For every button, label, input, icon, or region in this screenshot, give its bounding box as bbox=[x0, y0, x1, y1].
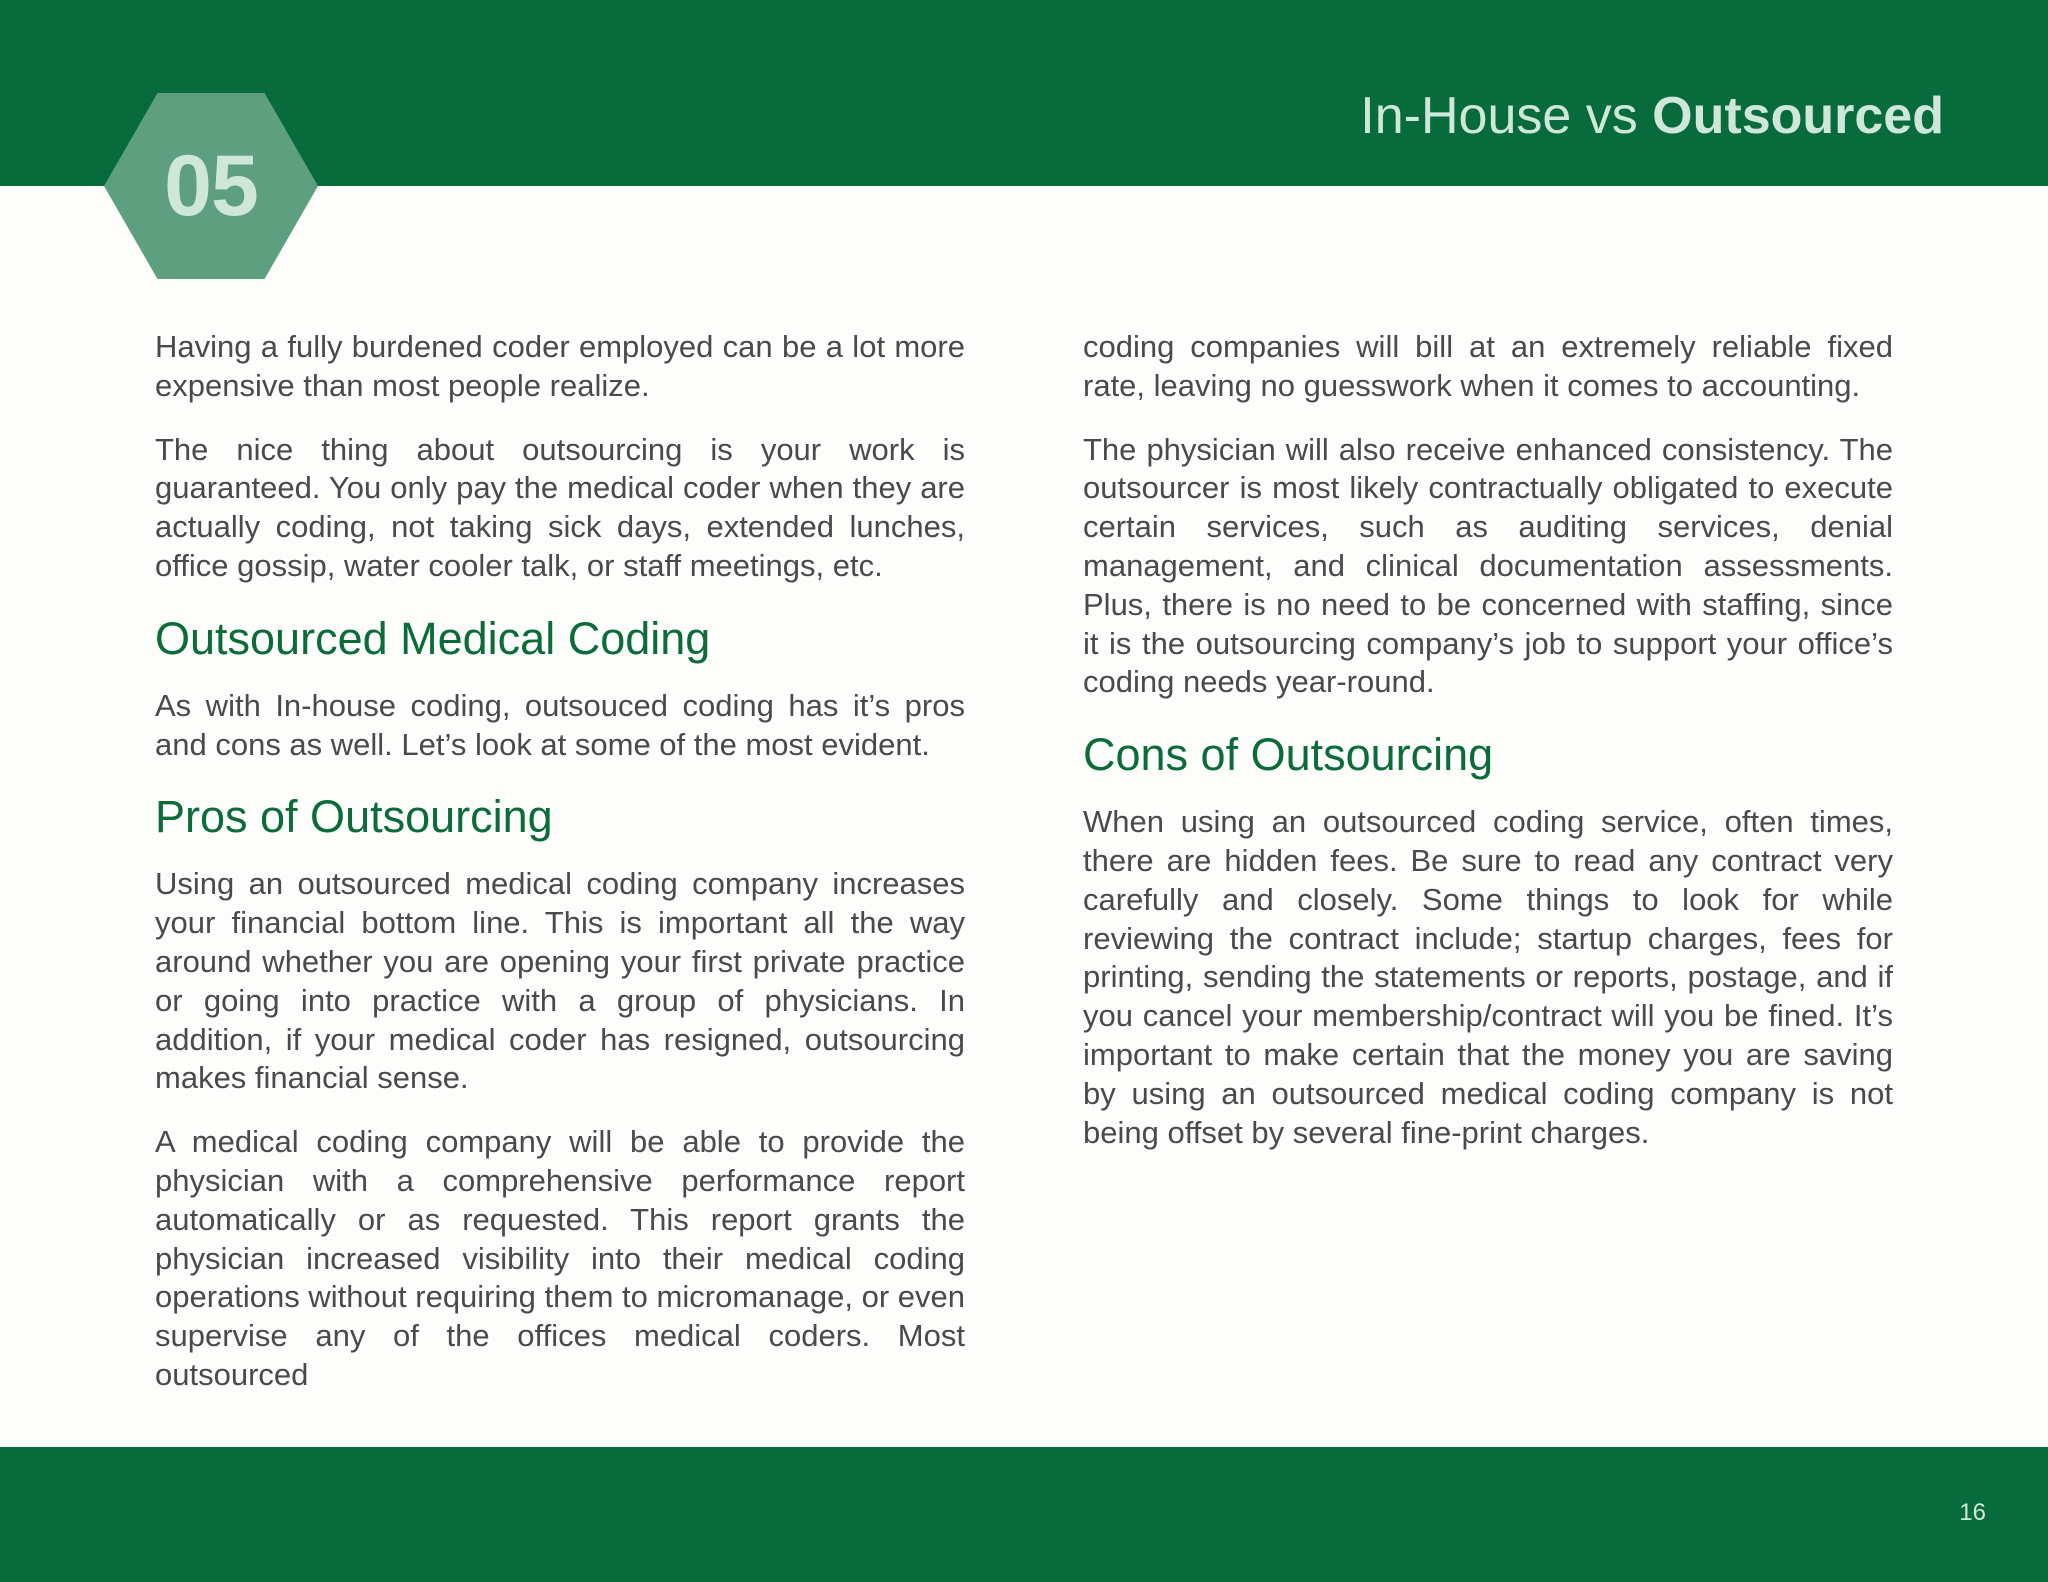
section-heading-pros-of-outsourcing: Pros of Outsourcing bbox=[155, 791, 553, 843]
paragraph: Having a fully burdened coder employed can be a lot more expensive than most people realize. bbox=[155, 329, 965, 403]
left-column bbox=[155, 328, 965, 1420]
section-heading-outsourced-medical-coding: Outsourced Medical Coding bbox=[155, 612, 711, 664]
paragraph: coding companies will bill at an extremely reliable fixed rate, leaving no guesswork when it comes to accounting. bbox=[1083, 329, 1893, 403]
section-heading-cons-of-outsourcing: Cons of Outsourcing bbox=[1083, 729, 1494, 781]
page-title bbox=[1360, 84, 1944, 148]
paragraph: A medical coding company will be able to provide the physician with a comprehensive performance report automatically or as requested. This report grants the physician increased visibility into their medical coding operations without requiring them to micromanage, or even supervise any of the offices medical coders. Most outsourced bbox=[155, 1124, 965, 1392]
paragraph: Using an outsourced medical coding company increases your financial bottom line. This is important all the way around whether you are opening your first private practice or going into practice with a group of physicians. In addition, if your medical coder has resigned, outsourcing makes financial sense. bbox=[155, 866, 965, 1096]
paragraph: The physician will also receive enhanced consistency. The outsourcer is most likely contractually obligated to execute certain services, such as auditing services, denial management, and clinical documentation assessments. Plus, there is no need to be concerned with staffing, since it is the outsourcing company’s job to support your office’s coding needs year-round. bbox=[1083, 431, 1893, 700]
footer-band bbox=[0, 1447, 2048, 1582]
paragraph: The nice thing about outsourcing is your work is guaranteed. You only pay the medical coder when they are actually coding, not taking sick days, extended lunches, office gossip, water cooler talk, or staff meetings, etc. bbox=[155, 431, 965, 583]
paragraph: As with In-house coding, outsouced coding has it’s pros and cons as well. Let’s look at some of the most evident. bbox=[155, 687, 965, 762]
page-title-bold: Outsourced bbox=[1652, 87, 1944, 145]
right-column bbox=[1083, 328, 1893, 1177]
chapter-number: 05 bbox=[164, 137, 258, 234]
page-title-light: In-House vs bbox=[1360, 87, 1653, 145]
page-number: 16 bbox=[1959, 1499, 1986, 1526]
paragraph: When using an outsourced coding service, often times, there are hidden fees. Be sure to read any contract very carefully and closely. Some things to look for while reviewing the contract include; startup charges, fees for printing, sending the statements or reports, postage, and if you cancel your membership/contract will you be fined. It’s important to make certain that the money you are saving by using an outsourced medical coding company is not being offset by several fine-print charges. bbox=[1083, 804, 1893, 1150]
